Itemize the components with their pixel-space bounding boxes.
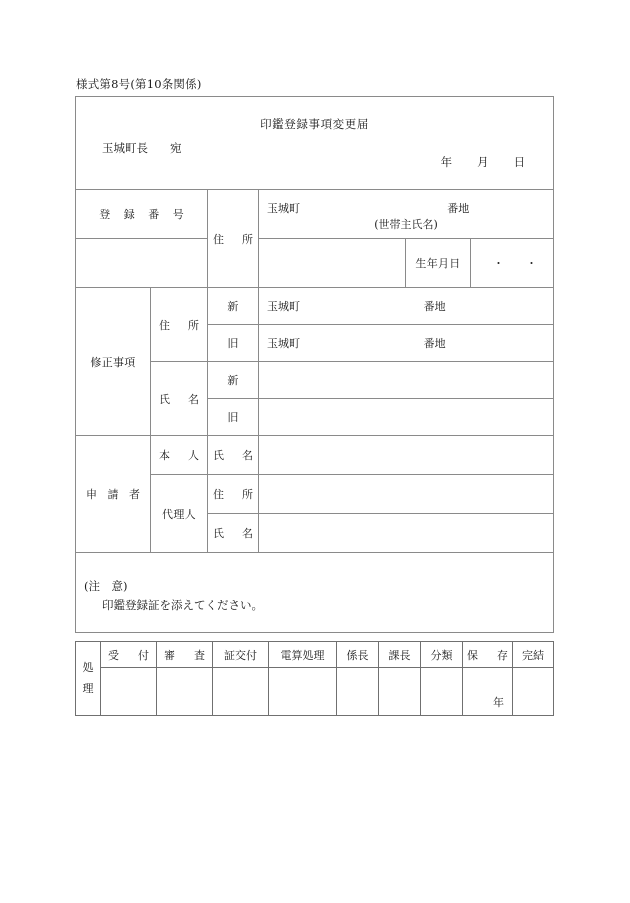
form-header-row — [76, 97, 554, 190]
processing-value-uketsuke[interactable] — [101, 668, 157, 716]
addressee-suffix: 宛 — [170, 141, 182, 155]
correction-address-new-row — [76, 288, 554, 325]
note-row — [76, 553, 554, 633]
correction-address-old-banchi: 番地 — [423, 337, 446, 350]
processing-value-shoukoufu[interactable] — [213, 668, 269, 716]
applicant-agent-address-label: 住 所 — [208, 475, 259, 514]
householder-note: (世帯主氏名) — [374, 218, 438, 231]
processing-value-kakarichou[interactable] — [337, 668, 379, 716]
correction-name-label: 氏 名 — [151, 362, 208, 436]
processing-header-shinsa: 審 査 — [157, 642, 213, 668]
processing-row-label — [76, 642, 101, 716]
date-field[interactable] — [441, 154, 526, 170]
processing-header-uketsuke: 受 付 — [101, 642, 157, 668]
processing-row-label-bottom: 理 — [82, 681, 94, 695]
note-cell — [76, 553, 554, 633]
name-value[interactable] — [259, 239, 406, 288]
main-form-table — [75, 96, 559, 633]
birthdate-label: 生年月日 — [406, 239, 471, 288]
processing-header-kachou: 課長 — [379, 642, 421, 668]
applicant-agent-label: 代理人 — [151, 475, 208, 553]
addressee — [102, 140, 182, 156]
address-town: 玉城町 — [267, 202, 300, 215]
applicant-self-name-value[interactable] — [259, 436, 554, 475]
correction-address-new-banchi: 番地 — [423, 300, 446, 313]
date-month-label: 月 — [477, 155, 489, 169]
processing-value-row — [76, 668, 554, 716]
note-title-text: (注 意) — [84, 579, 128, 593]
correction-name-new-value[interactable] — [259, 362, 554, 399]
form-number: 様式第8号(第10条関係) — [76, 77, 202, 91]
address-label: 住 所 — [208, 190, 259, 288]
correction-name-old-value[interactable] — [259, 399, 554, 436]
note-body: 印鑑登録証を添えてください。 — [102, 598, 263, 612]
processing-header-kakarichou: 係長 — [337, 642, 379, 668]
processing-row-label-top: 処 — [82, 660, 94, 674]
correction-address-new-label: 新 — [208, 288, 259, 325]
processing-header-densanshori: 電算処理 — [269, 642, 337, 668]
correction-name-new-label: 新 — [208, 362, 259, 399]
note-title — [76, 572, 553, 594]
correction-address-old-label: 旧 — [208, 325, 259, 362]
correction-address-label: 住 所 — [151, 288, 208, 362]
correction-name-old-label: 旧 — [208, 399, 259, 436]
processing-value-kachou[interactable] — [379, 668, 421, 716]
date-year-label: 年 — [440, 155, 453, 169]
processing-value-hozon[interactable] — [463, 668, 513, 716]
processing-value-kanketsu[interactable] — [513, 668, 554, 716]
registration-number-row — [76, 190, 554, 239]
applicant-self-name-label: 氏 名 — [208, 436, 259, 475]
processing-header-shoukoufu: 証交付 — [213, 642, 269, 668]
processing-table — [75, 641, 554, 716]
processing-header-bunrui: 分類 — [421, 642, 463, 668]
correction-address-old-value[interactable] — [259, 325, 554, 362]
processing-header-row — [76, 642, 554, 668]
address-banchi: 番地 — [447, 202, 470, 215]
date-day-label: 日 — [513, 155, 526, 169]
applicant-agent-address-value[interactable] — [259, 475, 554, 514]
correction-address-old-town: 玉城町 — [267, 337, 300, 350]
processing-value-shinsa[interactable] — [157, 668, 213, 716]
registration-number-label: 登 録 番 号 — [76, 190, 208, 239]
addressee-name: 玉城町長 — [102, 141, 148, 155]
applicant-self-label: 本 人 — [151, 436, 208, 475]
processing-header-hozon: 保 存 — [463, 642, 513, 668]
applicant-agent-name-label: 氏 名 — [208, 514, 259, 553]
correction-section-label: 修正事項 — [76, 288, 151, 436]
applicant-self-row — [76, 436, 554, 475]
registration-number-value-row — [76, 239, 554, 288]
processing-value-bunrui[interactable] — [421, 668, 463, 716]
processing-value-hozon-year: 年 — [493, 696, 504, 709]
applicant-section-label: 申 請 者 — [76, 436, 151, 553]
registration-number-value[interactable] — [76, 239, 208, 288]
correction-address-new-town: 玉城町 — [267, 300, 300, 313]
applicant-agent-name-value[interactable] — [259, 514, 554, 553]
correction-address-new-value[interactable] — [259, 288, 554, 325]
processing-value-densanshori[interactable] — [269, 668, 337, 716]
address-value-cell[interactable] — [259, 190, 554, 239]
form-header-cell — [76, 97, 554, 190]
page-title: 印鑑登録事項変更届 — [260, 117, 369, 131]
processing-header-kanketsu: 完結 — [513, 642, 554, 668]
birthdate-value[interactable]: ・・ — [471, 239, 554, 288]
